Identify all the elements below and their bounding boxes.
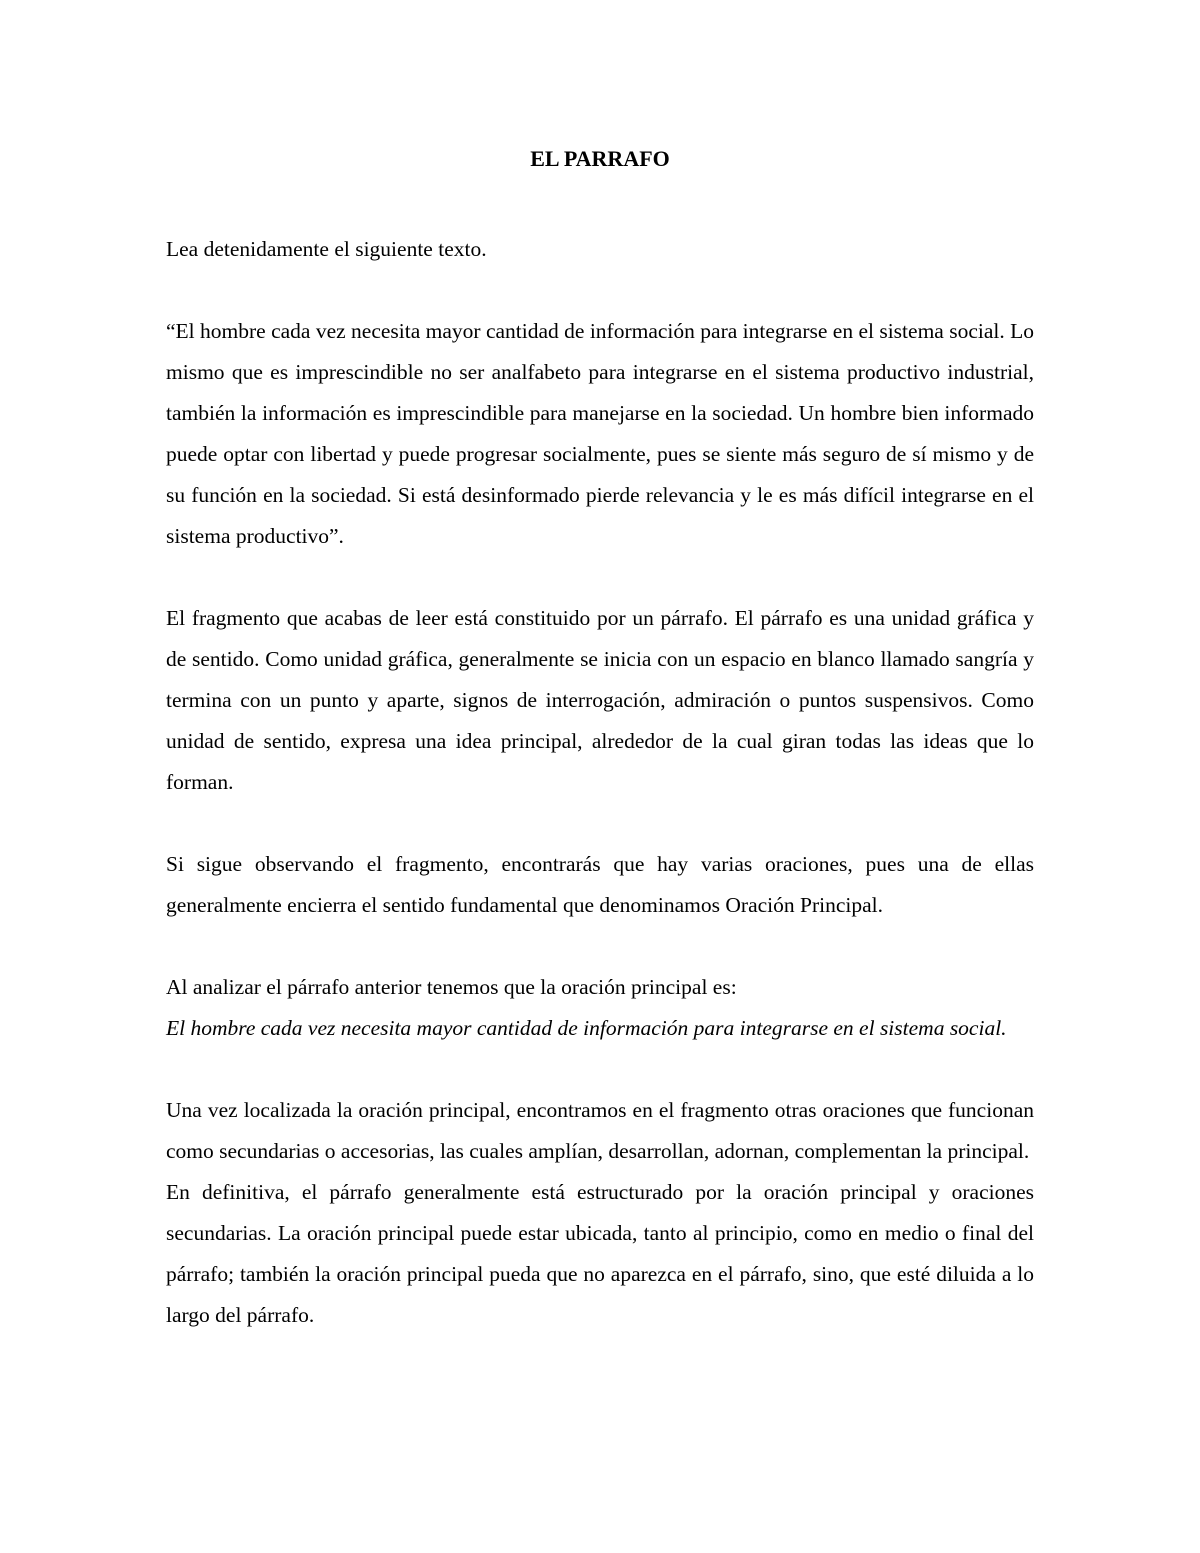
analysis-intro: Al analizar el párrafo anterior tenemos que la oración principal es: bbox=[166, 975, 737, 999]
instruction-text: Lea detenidamente el siguiente texto. bbox=[166, 237, 487, 261]
paragraph-conclusion: En definitiva, el párrafo generalmente está estructurado por la oración principal y oraciones secundarias. La oración principal puede estar ubicada, tanto al principio, como en medio o final del párrafo; también la oración principal pueda que no aparezca en el párrafo, sino, que esté diluida a lo largo del párrafo. bbox=[166, 1180, 1034, 1327]
paragraph-definition: El fragmento que acabas de leer está constituido por un párrafo. El párrafo es una unidad gráfica y de sentido. Como unidad gráfica, generalmente se inicia con un espacio en blanco llamado sangría y termina con un punto y aparte, signos de interrogación, admiración o puntos suspensivos. Como unidad de sentido, expresa una idea principal, alrededor de la cual giran todas las ideas que lo forman. bbox=[166, 606, 1034, 794]
paragraph-secondary-sentences: Una vez localizada la oración principal, encontramos en el fragmento otras oraciones que funcionan como secundarias o accesorias, las cuales amplían, desarrollan, adornan, complementan la principal. bbox=[166, 1098, 1034, 1163]
main-sentence: El hombre cada vez necesita mayor cantidad de información para integrarse en el sistema social. bbox=[166, 1016, 1007, 1040]
paragraph-observation: Si sigue observando el fragmento, encontrarás que hay varias oraciones, pues una de ellas generalmente encierra el sentido fundamental que denominamos Oración Principal. bbox=[166, 852, 1034, 917]
quoted-passage: “El hombre cada vez necesita mayor cantidad de información para integrarse en el sistema social. Lo mismo que es imprescindible no ser analfabeto para integrarse en el sistema productivo industrial, también la información es imprescindible para manejarse en la sociedad. Un hombre bien informado puede optar con libertad y puede progresar socialmente, pues se siente más seguro de sí mismo y de su función en la sociedad. Si está desinformado pierde relevancia y le es más difícil integrarse en el sistema productivo”. bbox=[166, 319, 1034, 548]
document-body bbox=[166, 140, 1034, 1336]
document-title: EL PARRAFO bbox=[530, 146, 670, 171]
